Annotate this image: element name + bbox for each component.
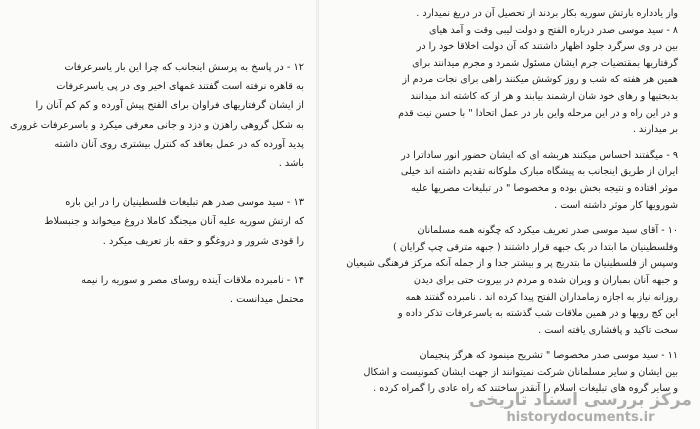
text-line: ایران از طریق اینجانب به پیشگاه مبارک ملوکانه تقدیم داشته اند خیلی bbox=[400, 166, 678, 178]
text-line: را قودی شرور و دروغگو و حقه باز تعریف میکرد . bbox=[102, 235, 304, 247]
text-line: موثر افتاده و نتیجه بخش بوده و مخصوصا " در تبلیغات مصریها علیه bbox=[410, 182, 678, 194]
archive-watermark bbox=[469, 390, 692, 425]
text-line: سخت تاکید و پافشاری یافته است . bbox=[538, 324, 678, 336]
watermark-title: مرکز بررسی اسناد تاریخی bbox=[469, 390, 692, 410]
text-line: و سایر گروه های تبلیغات اسلام را آنقدر ساختند که راه عادی را گمراه کرده . bbox=[373, 383, 678, 395]
paragraph-12 bbox=[10, 58, 304, 173]
text-line: از ایشان گرفتاریهای فراوان برای الفتح پیش آورده و کم کم آنان را bbox=[35, 100, 304, 112]
text-line: واز یادداره بارتش سوریه بکار بردند از تحصیل آن در دریغ نمیدارد . bbox=[416, 8, 678, 19]
paragraph-spacer bbox=[324, 139, 678, 148]
paragraph-13 bbox=[10, 193, 304, 251]
paragraph-spacer bbox=[10, 251, 304, 271]
text-line: به قاهره نرفته است گفتند غمهای اخیر وی در پی یاسرعرفات bbox=[56, 81, 304, 93]
paragraph-spacer bbox=[324, 214, 678, 223]
text-line: این کج رویها و در همین ملاقات شب گذشته به یاسرعرفات تذکر داده و bbox=[398, 308, 678, 320]
text-line: ۱۳ - سید موسی صدر هم تبلیغات فلسطینیان را در این باره bbox=[65, 197, 304, 209]
text-line: ۸ - سید موسی صدر درباره الفتح و دولت لیبی وقت و آمد هیای bbox=[429, 24, 678, 36]
text-line: پدید آورده که در عمل بعاقد که کنترل بیشتری روی آنان داشته bbox=[54, 138, 304, 150]
paragraph-spacer bbox=[10, 173, 304, 193]
paragraph-10 bbox=[324, 223, 678, 339]
text-line: ۱۲ - در پاسخ به پرسش اینجانب که چرا این بار یاسرعرفات bbox=[64, 62, 304, 73]
text-line: محتمل میدانست . bbox=[229, 294, 304, 306]
text-line: بین در وی سرگرد جلود اظهار داشتند که آن دولت اخلاقا خود را در bbox=[416, 41, 678, 53]
text-line: ۱۰ - آقای سید موسی صدر تعریف میکرد که چگونه همه مسلمانان bbox=[417, 225, 678, 237]
text-line: وسپس از فلسطینیان ما بتدریج پر و بیشتر جدا و از جمله آنکه مرکز فرهنگی شیعیان bbox=[346, 258, 678, 270]
text-line: به شکل گروهی راهزن و دزد و جانی معرفی میکرد و باسرعرفات غروری bbox=[10, 119, 304, 131]
text-line: بدبختیها و رهای خود شان ارشمند بیابند و هر از که کاشته اند میدانند bbox=[410, 90, 678, 102]
text-line: همین هر هفته که شب و روز کوشش میکنند راهی برای نجات مردم از bbox=[402, 74, 678, 86]
right-page bbox=[318, 0, 700, 429]
text-line: ۹ - میگفتند احساس میکنند هربشه ای که ایشان حضور انور ساداترا در bbox=[401, 149, 678, 161]
paragraph-9 bbox=[324, 148, 678, 214]
text-line: وفلسطینیان ما ابتدا در یک جبهه قرار داشتند ( جبهه مترقی چپ گرایان ) bbox=[393, 241, 678, 253]
paragraph-14 bbox=[10, 271, 304, 309]
text-line: ۱۴ - نامبرده ملاقات آینده روسای مصر و سوریه را نیمه bbox=[81, 274, 304, 286]
left-page bbox=[0, 0, 318, 429]
watermark-url: historydocuments.ir bbox=[506, 410, 655, 425]
text-line: باشد . bbox=[278, 158, 304, 170]
text-line: گرفتاریها بمقتضیات جرم ایشان مسئول شمرد و مجرم میدانند برای bbox=[412, 57, 678, 69]
text-line: و در این راه و در این مرحله واین بار در عمل اتحادا " با حسن نیت قدم bbox=[398, 107, 678, 119]
text-line: که ارتش سوریه علیه آنان میجنگد کاملا دروغ میخواند و جنبسلاط bbox=[44, 216, 304, 228]
text-line: ۱۱ - سید موسی صدر مخصوصا " تشریح مینمود که هرگز پنجیمان bbox=[419, 350, 678, 362]
paragraph-8 bbox=[324, 6, 678, 139]
text-line: شورویها کار موثر داشته است . bbox=[554, 199, 678, 211]
text-line: روزانه نیاز به اجازه زمامداران الفتح پیدا کرده اند . نامبرده گفتند همه bbox=[405, 291, 678, 303]
paragraph-spacer bbox=[324, 339, 678, 348]
text-line: بین ایشان و سایر مسلمانان شرکت نمیتوانند از جهت ایشان کمونیست و اشکال bbox=[363, 366, 678, 378]
text-line: و جبهه آنان بمباران و ویران شده و مردم در بیروت حتی برای دیدن bbox=[413, 274, 678, 286]
text-line: بر میدارند . bbox=[632, 124, 678, 136]
